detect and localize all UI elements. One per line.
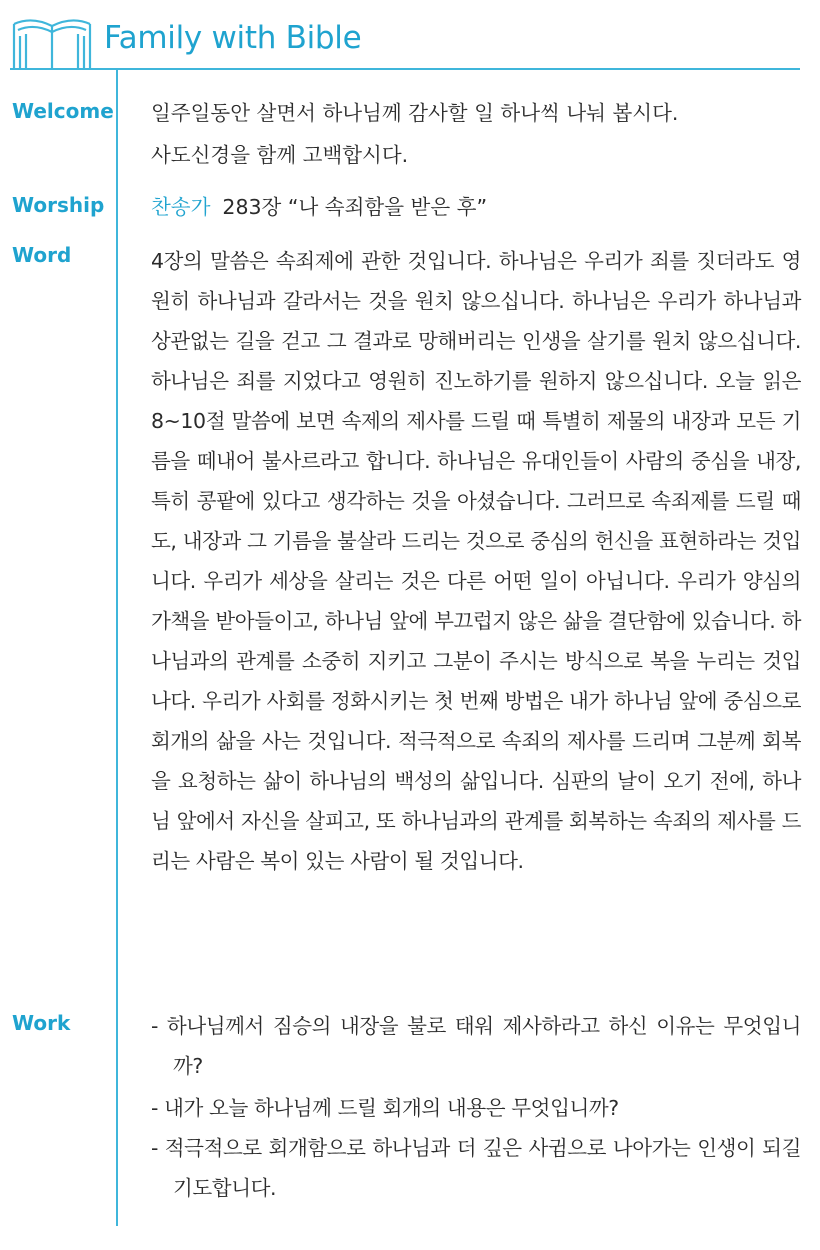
welcome-line-2: 사도신경을 함께 고백합시다. <box>151 143 409 167</box>
header-divider <box>10 68 800 70</box>
column-divider <box>116 68 118 1226</box>
open-book-icon <box>10 14 94 70</box>
hymn-label: 찬송가 <box>151 195 211 219</box>
section-label-word: Word <box>12 243 72 267</box>
section-label-work: Work <box>12 1011 71 1035</box>
section-label-worship: Worship <box>12 193 105 217</box>
page-title: Family with Bible <box>104 20 362 56</box>
work-question-3: - 적극적으로 회개함으로 하나님과 더 깊은 사귐으로 나아가는 인생이 되길 기도합니다. <box>151 1136 801 1200</box>
section-label-welcome: Welcome <box>12 99 114 123</box>
work-question-2: - 내가 오늘 하나님께 드릴 회개의 내용은 무엇입니까? <box>151 1096 619 1120</box>
page-header <box>0 0 820 72</box>
word-body-text: 4장의 말씀은 속죄제에 관한 것입니다. 하나님은 우리가 죄를 짓더라도 영원히 하나님과 갈라서는 것을 원치 않으십니다. 하나님은 우리가 하나님과 상관없는 길을 걷고 그 결과로 망해버리는 인생을 살기를 원치 않으십니다. 하나님은 죄를 지었다고 영원히 진노하기를 원하지 않으십니다. 오늘 읽은 8~10절 말씀에 보면 속제의 제사를 드릴 때 특별히 제물의 내장과 모든 기름을 떼내어 불사르라고 합니다. 하나님은 유대인들이 사람의 중심을 내장, 특히 콩팥에 있다고 생각하는 것을 아셨습니다. 그러므로 속죄제를 드릴 때도, 내장과 그 기름을 불살라 드리는 것으로 중심의 헌신을 표현하라는 것입니다. 우리가 세상을 살리는 것은 다른 어떤 일이 아닙니다. 우리가 양심의 가책을 받아들이고, 하나님 앞에 부끄럽지 않은 삶을 결단함에 있습니다. 하나님과의 관계를 소중히 지키고 그분이 주시는 방식으로 복을 누리는 것입나다. 우리가 사회를 정화시키는 첫 번째 방법은 내가 하나님 앞에 중심으로 회개의 삶을 사는 것입니다. 적극적으로 속죄의 제사를 드리며 그분께 회복을 요청하는 삶이 하나님의 백성의 삶입니다. 심판의 날이 오기 전에, 하나님 앞에서 자신을 살피고, 또 하나님과의 관계를 회복하는 속죄의 제사를 드리는 사람은 복이 있는 사람이 될 것입니다. <box>151 249 801 873</box>
hymn-title: 283장 “나 속죄함을 받은 후” <box>222 195 488 219</box>
welcome-line-1: 일주일동안 살면서 하나님께 감사할 일 하나씩 나눠 봅시다. <box>151 101 679 125</box>
work-question-1: - 하나님께서 짐승의 내장을 불로 태워 제사하라고 하신 이유는 무엇입니까? <box>151 1014 801 1078</box>
worship-hymn <box>151 193 801 221</box>
